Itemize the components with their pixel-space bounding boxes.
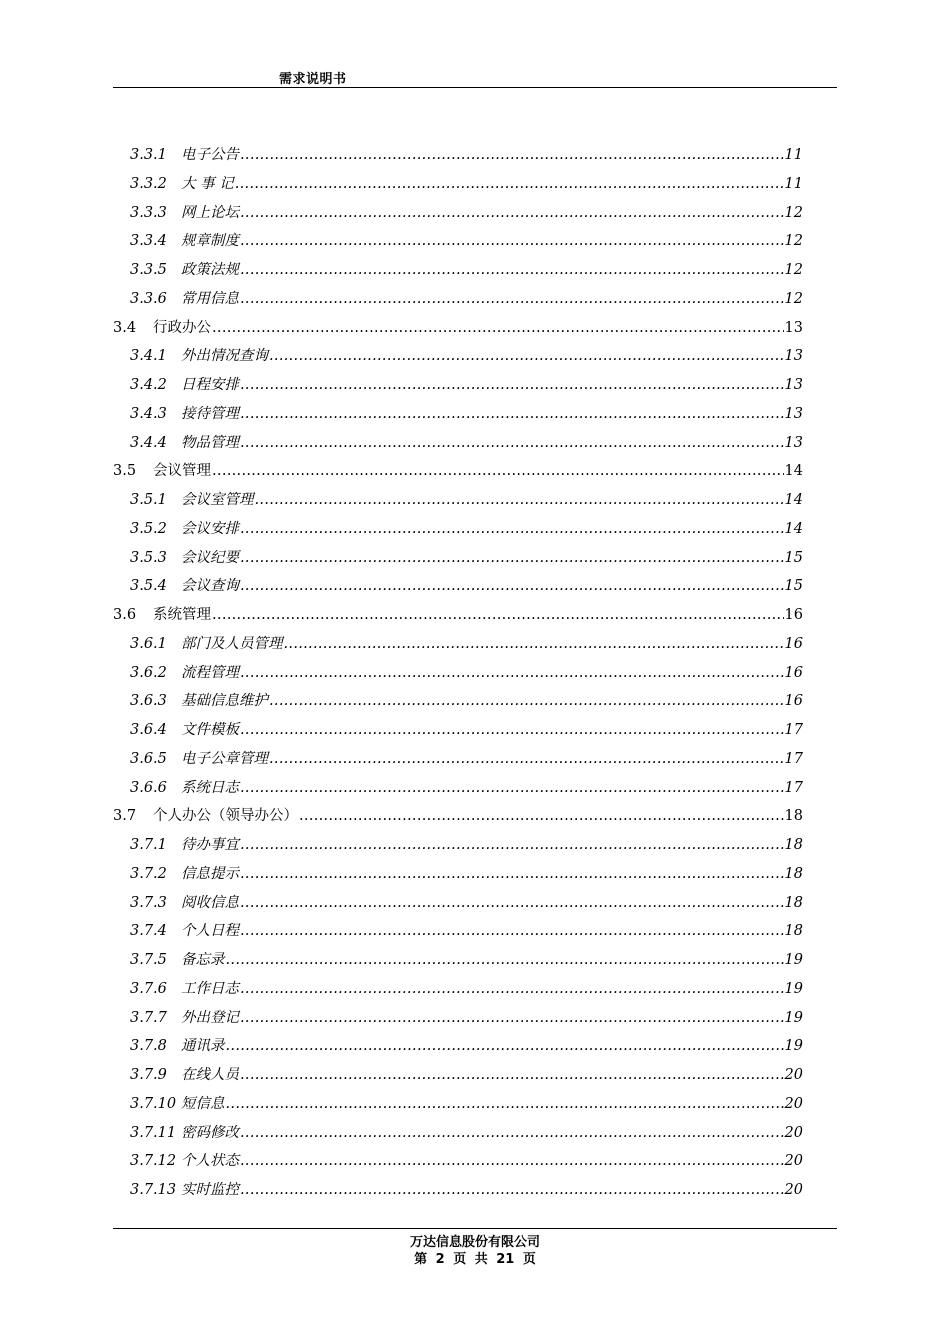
toc-entry-page: 18 [784, 837, 803, 853]
toc-dot-leader [240, 860, 784, 889]
toc-entry-number: 3.7.13 [130, 1182, 177, 1198]
toc-entry[interactable] [113, 371, 803, 400]
toc-entry[interactable] [113, 429, 803, 458]
toc-dot-leader [212, 457, 784, 486]
footer-page-number: 第 2 页 共 21 页 [414, 1252, 536, 1267]
toc-entry[interactable] [113, 256, 803, 285]
toc-entry-number: 3.5.1 [130, 492, 167, 508]
toc-entry[interactable] [113, 889, 803, 918]
toc-entry-title: 通讯录 [181, 1038, 225, 1055]
toc-dot-leader [269, 745, 784, 774]
toc-entry-number: 3.6.3 [130, 693, 167, 710]
toc-entry-number: 3.4 [113, 319, 137, 336]
toc-entry-title: 待办事宜 [181, 837, 239, 853]
toc-dot-leader [240, 917, 784, 946]
toc-entry-title: 规章制度 [181, 233, 239, 250]
toc-entry-title: 实时监控 [181, 1182, 239, 1198]
toc-dot-leader [284, 630, 784, 659]
toc-entry-number: 3.5.2 [130, 520, 167, 537]
toc-dot-leader [240, 141, 784, 170]
toc-entry-page: 18 [784, 865, 803, 882]
toc-entry-page: 19 [784, 952, 803, 968]
toc-dot-leader [240, 285, 784, 314]
toc-entry-page: 20 [784, 1153, 803, 1170]
toc-dot-leader [240, 975, 784, 1004]
toc-entry[interactable] [113, 572, 803, 601]
toc-entry-page: 19 [784, 1009, 803, 1026]
toc-dot-leader [235, 170, 784, 199]
toc-dot-leader [299, 802, 784, 831]
toc-entry-title: 工作日志 [181, 980, 239, 997]
toc-entry-title: 个人状态 [181, 1153, 239, 1170]
toc-entry-title: 会议管理 [153, 463, 211, 480]
toc-entry-number: 3.6.4 [130, 722, 167, 738]
toc-entry-title: 电子公章管理 [181, 750, 268, 767]
toc-entry-title: 系统管理 [153, 607, 211, 623]
toc-entry-number: 3.7.4 [130, 923, 167, 940]
toc-entry-number: 3.4.1 [130, 348, 167, 365]
footer-divider [113, 1228, 837, 1229]
toc-dot-leader [269, 687, 784, 716]
toc-dot-leader [240, 1119, 784, 1148]
toc-entry-number: 3.6.6 [130, 779, 167, 796]
toc-entry-page: 13 [784, 319, 803, 336]
toc-entry-number: 3.5.4 [130, 578, 167, 595]
toc-entry[interactable] [113, 1032, 803, 1061]
page-header-title: 需求说明书 [279, 72, 347, 87]
toc-entry-title: 基础信息维护 [181, 693, 268, 710]
toc-entry-title: 日程安排 [181, 377, 239, 393]
toc-entry-page: 19 [784, 1038, 803, 1055]
toc-entry-number: 3.4.3 [130, 405, 167, 422]
toc-entry[interactable] [113, 141, 803, 170]
toc-entry-number: 3.3.4 [130, 233, 167, 250]
toc-entry[interactable] [113, 1061, 803, 1090]
toc-entry-number: 3.3.3 [130, 204, 167, 221]
toc-entry-page: 14 [784, 520, 803, 537]
toc-entry[interactable] [113, 400, 803, 429]
toc-entry-title: 在线人员 [181, 1067, 239, 1083]
toc-entry-number: 3.7.1 [130, 837, 167, 853]
toc-entry[interactable] [113, 802, 803, 831]
toc-entry-title: 部门及人员管理 [181, 635, 283, 652]
toc-entry-title: 个人日程 [181, 923, 239, 940]
toc-entry[interactable] [113, 227, 803, 256]
toc-entry-number: 3.7.6 [130, 980, 167, 997]
toc-entry-title: 信息提示 [181, 865, 239, 882]
toc-entry-title: 外出情况查询 [181, 348, 268, 365]
toc-entry[interactable] [113, 687, 803, 716]
footer-company-name: 万达信息股份有限公司 [409, 1235, 540, 1250]
toc-entry[interactable] [113, 170, 803, 199]
toc-dot-leader [255, 486, 784, 515]
toc-entry-page: 12 [784, 262, 803, 278]
toc-entry-page: 11 [784, 147, 803, 163]
toc-dot-leader [226, 946, 784, 975]
toc-entry-page: 14 [784, 492, 803, 508]
toc-entry[interactable] [113, 831, 803, 860]
toc-entry-title: 备忘录 [181, 952, 225, 968]
toc-entry-page: 15 [784, 578, 803, 595]
toc-entry-title: 会议安排 [181, 520, 239, 537]
toc-entry-page: 13 [784, 434, 803, 451]
toc-entry[interactable] [113, 774, 803, 803]
toc-entry[interactable] [113, 199, 803, 228]
toc-entry[interactable] [113, 745, 803, 774]
toc-entry[interactable] [113, 630, 803, 659]
toc-dot-leader [240, 371, 784, 400]
toc-entry-number: 3.5 [113, 463, 137, 480]
toc-entry-page: 14 [784, 463, 803, 480]
toc-dot-leader [240, 831, 784, 860]
toc-entry-title: 阅收信息 [181, 894, 239, 911]
toc-entry-number: 3.6.2 [130, 664, 167, 681]
toc-entry-page: 20 [784, 1067, 803, 1083]
toc-entry[interactable] [113, 860, 803, 889]
toc-entry-title: 流程管理 [181, 664, 239, 681]
toc-entry-title: 电子公告 [181, 147, 239, 163]
toc-entry-page: 18 [784, 923, 803, 940]
toc-entry-page: 11 [784, 175, 803, 192]
toc-entry[interactable] [113, 946, 803, 975]
toc-entry[interactable] [113, 659, 803, 688]
toc-entry-number: 3.3.2 [130, 175, 167, 192]
toc-dot-leader [240, 1147, 784, 1176]
toc-entry-page: 18 [784, 894, 803, 911]
toc-entry-title: 外出登记 [181, 1009, 239, 1026]
toc-entry-number: 3.7.8 [130, 1038, 167, 1055]
toc-entry[interactable] [113, 1119, 803, 1148]
toc-dot-leader [212, 314, 784, 343]
toc-entry[interactable] [113, 716, 803, 745]
toc-entry[interactable] [113, 1004, 803, 1033]
toc-entry-number: 3.3.6 [130, 290, 167, 307]
toc-entry-number: 3.3.1 [130, 147, 167, 163]
toc-entry[interactable] [113, 285, 803, 314]
toc-entry-page: 17 [784, 750, 803, 767]
toc-entry-page: 20 [784, 1124, 803, 1141]
toc-dot-leader [240, 716, 784, 745]
toc-entry-page: 16 [784, 607, 803, 623]
toc-entry[interactable] [113, 1090, 803, 1119]
toc-entry-title: 行政办公 [153, 319, 211, 336]
toc-dot-leader [240, 1176, 784, 1205]
toc-entry-page: 16 [784, 664, 803, 681]
toc-entry-number: 3.4.4 [130, 434, 167, 451]
toc-entry[interactable] [113, 917, 803, 946]
toc-entry-page: 20 [784, 1095, 803, 1112]
toc-entry-page: 13 [784, 348, 803, 365]
toc-entry-page: 12 [784, 290, 803, 307]
toc-entry-title: 系统日志 [181, 779, 239, 796]
toc-dot-leader [226, 1032, 784, 1061]
toc-entry-title: 网上论坛 [181, 204, 239, 221]
toc-entry-page: 12 [784, 233, 803, 250]
toc-entry-number: 3.4.2 [130, 377, 167, 393]
toc-dot-leader [240, 889, 784, 918]
toc-entry-title: 物品管理 [181, 434, 239, 451]
toc-entry-number: 3.7 [113, 808, 137, 825]
toc-entry-title: 短信息 [181, 1095, 225, 1112]
table-of-contents [113, 141, 803, 1205]
toc-dot-leader [212, 601, 784, 630]
toc-entry-number: 3.7.10 [130, 1095, 177, 1112]
toc-dot-leader [240, 1004, 784, 1033]
toc-dot-leader [240, 774, 784, 803]
toc-entry-title: 常用信息 [181, 290, 239, 307]
toc-entry[interactable] [113, 314, 803, 343]
toc-dot-leader [226, 1090, 784, 1119]
toc-entry-number: 3.5.3 [130, 549, 167, 566]
toc-dot-leader [240, 400, 784, 429]
toc-entry-page: 13 [784, 405, 803, 422]
toc-entry-title: 接待管理 [181, 405, 239, 422]
toc-entry-page: 19 [784, 980, 803, 997]
toc-dot-leader [240, 227, 784, 256]
toc-entry[interactable] [113, 544, 803, 573]
toc-entry-number: 3.6.1 [130, 635, 167, 652]
toc-entry-title: 会议查询 [181, 578, 239, 595]
toc-dot-leader [269, 342, 784, 371]
toc-entry-number: 3.7.5 [130, 952, 167, 968]
toc-dot-leader [240, 544, 784, 573]
toc-entry-number: 3.7.11 [130, 1124, 177, 1141]
toc-entry[interactable] [113, 1176, 803, 1205]
toc-dot-leader [240, 515, 784, 544]
toc-entry-page: 16 [784, 693, 803, 710]
toc-dot-leader [240, 659, 784, 688]
toc-entry-title: 文件模板 [181, 722, 239, 738]
toc-dot-leader [240, 1061, 784, 1090]
toc-entry-title: 个人办公（领导办公） [153, 808, 298, 825]
toc-entry-title: 政策法规 [181, 262, 239, 278]
toc-entry-number: 3.7.7 [130, 1009, 167, 1026]
toc-entry-page: 18 [784, 808, 803, 825]
toc-entry[interactable] [113, 975, 803, 1004]
header-divider [113, 87, 837, 88]
toc-entry-title: 会议室管理 [181, 492, 254, 508]
toc-dot-leader [240, 572, 784, 601]
toc-dot-leader [240, 199, 784, 228]
toc-entry-page: 20 [784, 1182, 803, 1198]
toc-entry[interactable] [113, 486, 803, 515]
toc-entry[interactable] [113, 342, 803, 371]
toc-entry[interactable] [113, 1147, 803, 1176]
toc-dot-leader [240, 429, 784, 458]
toc-entry-number: 3.6.5 [130, 750, 167, 767]
toc-entry-number: 3.3.5 [130, 262, 167, 278]
toc-entry-page: 16 [784, 635, 803, 652]
toc-entry-page: 17 [784, 722, 803, 738]
toc-entry-title: 密码修改 [181, 1124, 239, 1141]
toc-entry-number: 3.7.9 [130, 1067, 167, 1083]
toc-entry-page: 17 [784, 779, 803, 796]
toc-entry[interactable] [113, 457, 803, 486]
toc-entry[interactable] [113, 515, 803, 544]
toc-entry[interactable] [113, 601, 803, 630]
toc-dot-leader [240, 256, 784, 285]
toc-entry-page: 13 [784, 377, 803, 393]
toc-entry-page: 12 [784, 204, 803, 221]
toc-entry-number: 3.6 [113, 607, 137, 623]
toc-entry-title: 会议纪要 [181, 549, 239, 566]
toc-entry-number: 3.7.3 [130, 894, 167, 911]
toc-entry-page: 15 [784, 549, 803, 566]
toc-entry-number: 3.7.2 [130, 865, 167, 882]
toc-entry-number: 3.7.12 [130, 1153, 177, 1170]
toc-entry-title: 大 事 记 [181, 175, 234, 192]
